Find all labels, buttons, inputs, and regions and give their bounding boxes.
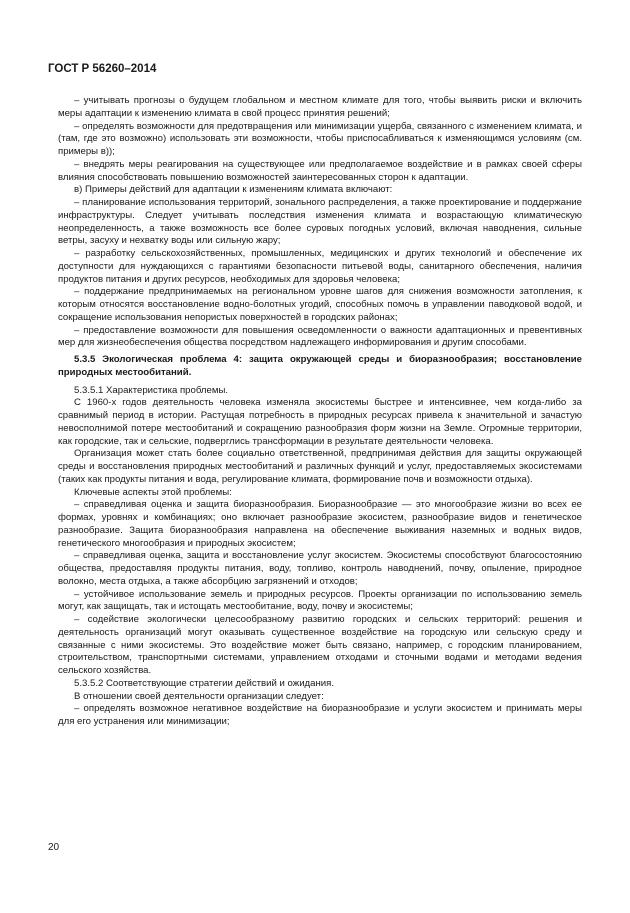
paragraph: В отношении своей деятельности организации следует: xyxy=(74,690,324,702)
section-heading: 5.3.5 Экологическая проблема 4: защита окружающей среды и биоразнообразия; восстановление природных местообитаний. xyxy=(58,354,582,378)
paragraph: Организация может стать более социально ответственной, предпринимая действия для защиты окружающей среды и восстановления природных местообитаний и различных функций и услуг, предоставляемых экосистемами (таких как продукты питания и вода, регулирование климата, формирование почв и возможности отдыха). xyxy=(58,448,582,485)
paragraph: 5.3.5.1 Характеристика проблемы. xyxy=(74,384,229,396)
paragraph: – предоставление возможности для повышения осведомленности о важности адаптационных и превентивных мер для жизнеобеспечения общества посредством надлежащего информирования и другим способами. xyxy=(58,324,582,349)
paragraph: – учитывать прогнозы о будущем глобальном и местном климате для того, чтобы выявить риски и включить меры адаптации к изменению климата в свой процесс принятия решений; xyxy=(58,95,582,119)
paragraph: С 1960-х годов деятельность человека изменяла экосистемы быстрее и интенсивнее, чем когда-либо за сравнимый период в истории. Растущая потребность в природных ресурсах привела к значительной и зачастую невосполнимой потере местообитаний и сокращению разнообразия форм жизни на Земле. Огромные территории, как городские, так и сельские, подверглись трансформации в результате деятельности человека. xyxy=(58,397,582,447)
document-header: ГОСТ Р 56260–2014 xyxy=(48,63,157,75)
paragraph: – справедливая оценка, защита и восстановление услуг экосистем. Экосистемы способствуют благосостоянию общества, предоставляя продукты питания, воду, топливо, контроль наводнений, почву, опыление, природное волокно, места отдыха, а также абсорбцию загрязнений и отходов; xyxy=(58,550,582,587)
page-number: 20 xyxy=(48,842,60,853)
paragraph: – определять возможное негативное воздействие на биоразнообразие и услуги экосистем и принимать меры для его устранения или минимизации; xyxy=(58,703,582,727)
paragraph: – содействие экологически целесообразному развитию городских и сельских территорий: решения и деятельность организаций могут оказывать существенное воздействие на городскую или сельскую среду и связанные с ними экосистемы. Это воздействие может быть связано, например, с городским планированием, строительством, транспортными системами, управлением отходами и сточными водами и методами ведения сельского хозяйства. xyxy=(58,614,582,676)
paragraph: – внедрять меры реагирования на существующее или предполагаемое воздействие и в рамках своей сферы влияния способствовать повышению возможностей заинтересованных сторон к адаптации. xyxy=(58,158,582,183)
paragraph: 5.3.5.2 Соответствующие стратегии действий и ожидания. xyxy=(74,677,334,689)
paragraph: – определять возможности для предотвращения или минимизации ущерба, связанного с изменением климата, и (там, где это возможно) использовать эти возможности, чтобы приспосабливаться к изменяющимся условиям (см. примеры в)); xyxy=(58,120,582,157)
paragraph: – справедливая оценка и защита биоразнообразия. Биоразнообразие — это многообразие жизни во всех ее формах, уровнях и комбинациях; оно включает разнообразие экосистем, разнообразие видов и генетическое разнообразие. Защита биоразнообразия направлена на обеспечение выживания наземных и водных видов, генетического многообразия и природных экосистем; xyxy=(58,499,582,549)
paragraph: в) Примеры действий для адаптации к изменениям климата включают: xyxy=(74,184,393,196)
page-body xyxy=(58,95,582,729)
paragraph: – устойчивое использование земель и природных ресурсов. Проекты организации по использованию земель могут, как защищать, так и истощать местообитание, воду, почву и экосистемы; xyxy=(58,588,582,613)
paragraph: Ключевые аспекты этой проблемы: xyxy=(74,486,232,498)
paragraph: – поддержание предпринимаемых на региональном уровне шагов для снижения возможности затопления, к которым относятся восстановление водно-болотных угодий, способных помочь в управлении паводковой водой, и сокращение использования непористых поверхностей в городских районах; xyxy=(58,286,582,323)
paragraph: – планирование использования территорий, зонального распределения, а также проектирование и поддержание инфраструктуры. Следует учитывать последствия изменения климата и возрастающую климатическую неопределенность, а также возможность все более суровых погодных условий, включая наводнения, сильные ветры, засуху и нехватку воды или сильную жару; xyxy=(58,197,582,247)
paragraph: – разработку сельскохозяйственных, промышленных, медицинских и других технологий и обеспечение их доступности для нуждающихся с гарантиями безопасности питьевой воды, санитарного обеспечения, наличия продуктов питания и других ресурсов, необходимых для здоровья человека; xyxy=(58,248,582,285)
